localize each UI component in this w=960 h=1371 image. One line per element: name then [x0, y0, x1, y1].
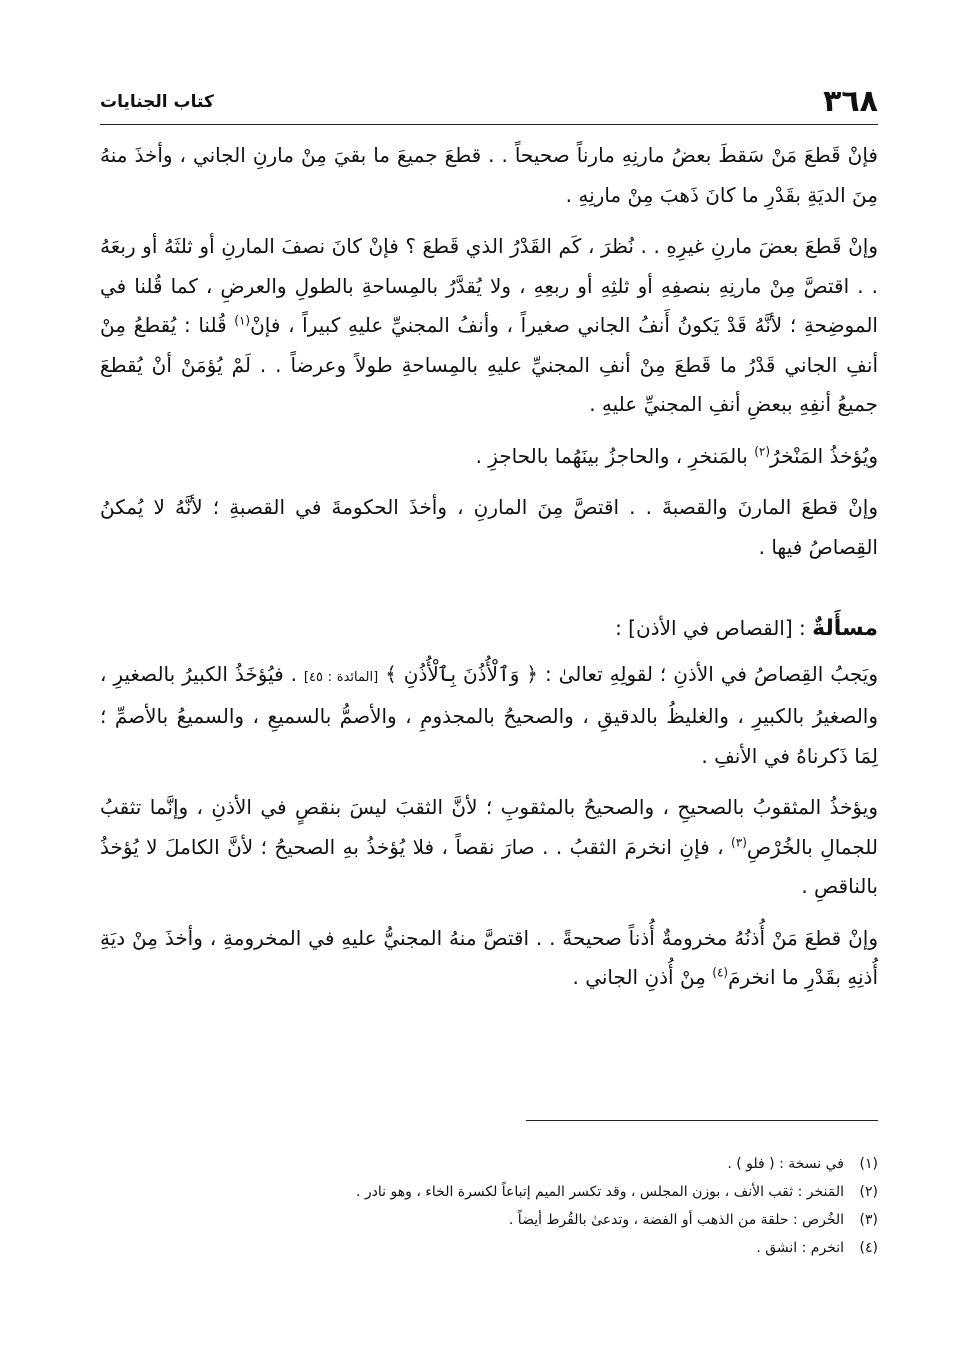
paragraph-5 [100, 655, 878, 777]
footnote-text: انخرم : انشق . [756, 1240, 844, 1256]
footnote-ref-1: (١) [234, 313, 251, 328]
paragraph-3 [100, 437, 878, 477]
footnote-number: (٣) [859, 1212, 878, 1228]
paragraph-3-text-b: بالمَنخرِ ، والحاجزُ بينَهُما بالحاجزِ . [475, 443, 755, 468]
page-header [100, 84, 878, 120]
footnote-4 [100, 1234, 878, 1262]
paragraph-5-text-b: . فيُؤخَذُ الكبيرُ بالصغيرِ ، والصغيرُ بالكبيرِ ، والغليظُ بالدقيقِ ، والصحيحُ بالمجذومِ ، والأصمُّ بالسميعِ ، والسميعُ بالأصمِّ ؛ لِمَا ذَكرناهُ في الأنفِ . [100, 661, 878, 768]
section-label: مسأَلةٌ [812, 616, 878, 641]
footnote-2 [100, 1178, 878, 1206]
paragraph-3-text-a: ويُؤخذُ المَنْخرُ [770, 443, 878, 468]
footnote-text: في نسخة : ( فلو ) . [727, 1156, 844, 1172]
header-rule [100, 124, 878, 125]
paragraph-2 [100, 227, 878, 425]
page-number: ٣٦٨ [823, 84, 878, 119]
footnote-text: المَنخر : ثقب الأنف ، بوزن المجلس ، وقد تكسر الميم إتباعاً لكسرة الخاء ، وهو نادر . [356, 1184, 844, 1200]
footnote-number: (٢) [859, 1184, 878, 1200]
footnote-separator [526, 1120, 878, 1121]
quran-reference: [المائدة : ٤٥] [303, 669, 379, 685]
paragraph-7 [100, 919, 878, 998]
book-title: كتاب الجنايات [100, 92, 214, 112]
footnote-ref-3: (٣) [731, 834, 747, 849]
paragraph-6 [100, 788, 878, 907]
footnote-3 [100, 1206, 878, 1234]
paragraph-7-text-a: وإنْ قطعَ مَنْ أُذنُهُ مخرومةٌ أُذناً صحيحةً . . اقتصَّ منهُ المجنيُّ عليهِ في المخرومةِ ، وأخذَ مِنْ ديَةِ أُذنِهِ بقَدْرِ ما انخرمَ [100, 925, 878, 989]
paragraph-4-text: وإنْ قطعَ المارنَ والقصبةَ . . اقتصَّ مِنَ المارنِ ، وأخذَ الحكومةَ في القصبةِ ؛ لأنَّهُ لا يُمكنُ القِصاصُ فيها . [100, 495, 878, 559]
footnote-ref-4: (٤) [712, 965, 729, 980]
paragraph-2-text-b: قُلنا : يُقطعُ مِنْ أنفِ الجاني قَدْرُ ما قَطعَ مِنْ أنفِ المجنيِّ عليهِ بالمِساحةِ طولاً وعرضاً . . لَمْ يُؤمَنْ أنْ يُقطعَ جميعُ أنفِهِ ببعضِ أنفِ المجنيِّ عليهِ . [100, 313, 878, 416]
section-heading [100, 609, 878, 649]
footnotes [100, 1150, 878, 1262]
paragraph-1-text: فإنْ قَطعَ مَنْ سَقطَ بعضُ مارنِهِ مارناً صحيحاً . . قطعَ جميعَ ما بقيَ مِنْ مارنِ الجاني ، وأخذَ منهُ مِنَ الديَةِ بقَدْرِ ما كانَ ذَهبَ مِنْ مارنِهِ . [100, 143, 878, 207]
paragraph-2-text-a: وإنْ قَطعَ بعضَ مارنِ غيرِهِ . . نُظرَ ، كَم القَدْرُ الذي قَطعَ ؟ فإنْ كانَ نصفَ المارنِ أو ثلثَهُ أو ربعَهُ . . اقتصَّ مِنْ مارنِهِ بنصفِهِ أو ثلثِهِ أو ربعِهِ ، ولا يُقدَّرُ بالمِساحةِ بالطولِ والعرضِ ، كما قُلنا في الموضِحةِ ؛ لأنَّهُ قَدْ يَكونُ أَنفُ الجاني صغيراً ، وأنفُ المجنيِّ عليهِ كبيراً ، فإنْ [100, 234, 878, 337]
paragraph-6-text-a: ويؤخذُ المثقوبُ بالصحيحِ ، والصحيحُ بالمثقوبِ ؛ لأنَّ الثقبَ ليسَ بنقصٍ في الأذنِ ، وإنَّما تثقبُ للجمالِ بالخُرْصِ [100, 795, 878, 859]
footnote-ref-2: (٢) [754, 443, 771, 458]
body-text [100, 136, 878, 1010]
footnote-number: (١) [859, 1156, 878, 1172]
document-page [100, 0, 878, 1371]
paragraph-5-text-a: ويَجبُ القِصاصُ في الأذنِ ؛ لقولِهِ تعالىٰ : ﴿ وَٱلْأُذُنَ بِٱلْأُذُنِ ﴾ [378, 661, 878, 686]
paragraph-4 [100, 488, 878, 567]
footnote-text: الخُرص : حلقة من الذهب أو الفضة ، وتدعىٰ بالقُرط أيضاً . [508, 1212, 844, 1228]
footnote-1 [100, 1150, 878, 1178]
paragraph-6-text-b: ، فإنِ انخرمَ الثقبُ . . صارَ نقصاً ، فلا يُؤخذُ بهِ الصحيحُ ؛ لأنَّ الكاملَ لا يُؤخذُ بالناقصِ . [100, 834, 878, 898]
section-title: : [القصاص في الأذن] : [615, 616, 813, 640]
footnote-number: (٤) [859, 1240, 878, 1256]
paragraph-7-text-b: مِنْ أُذنِ الجاني . [572, 965, 713, 989]
paragraph-1 [100, 136, 878, 215]
